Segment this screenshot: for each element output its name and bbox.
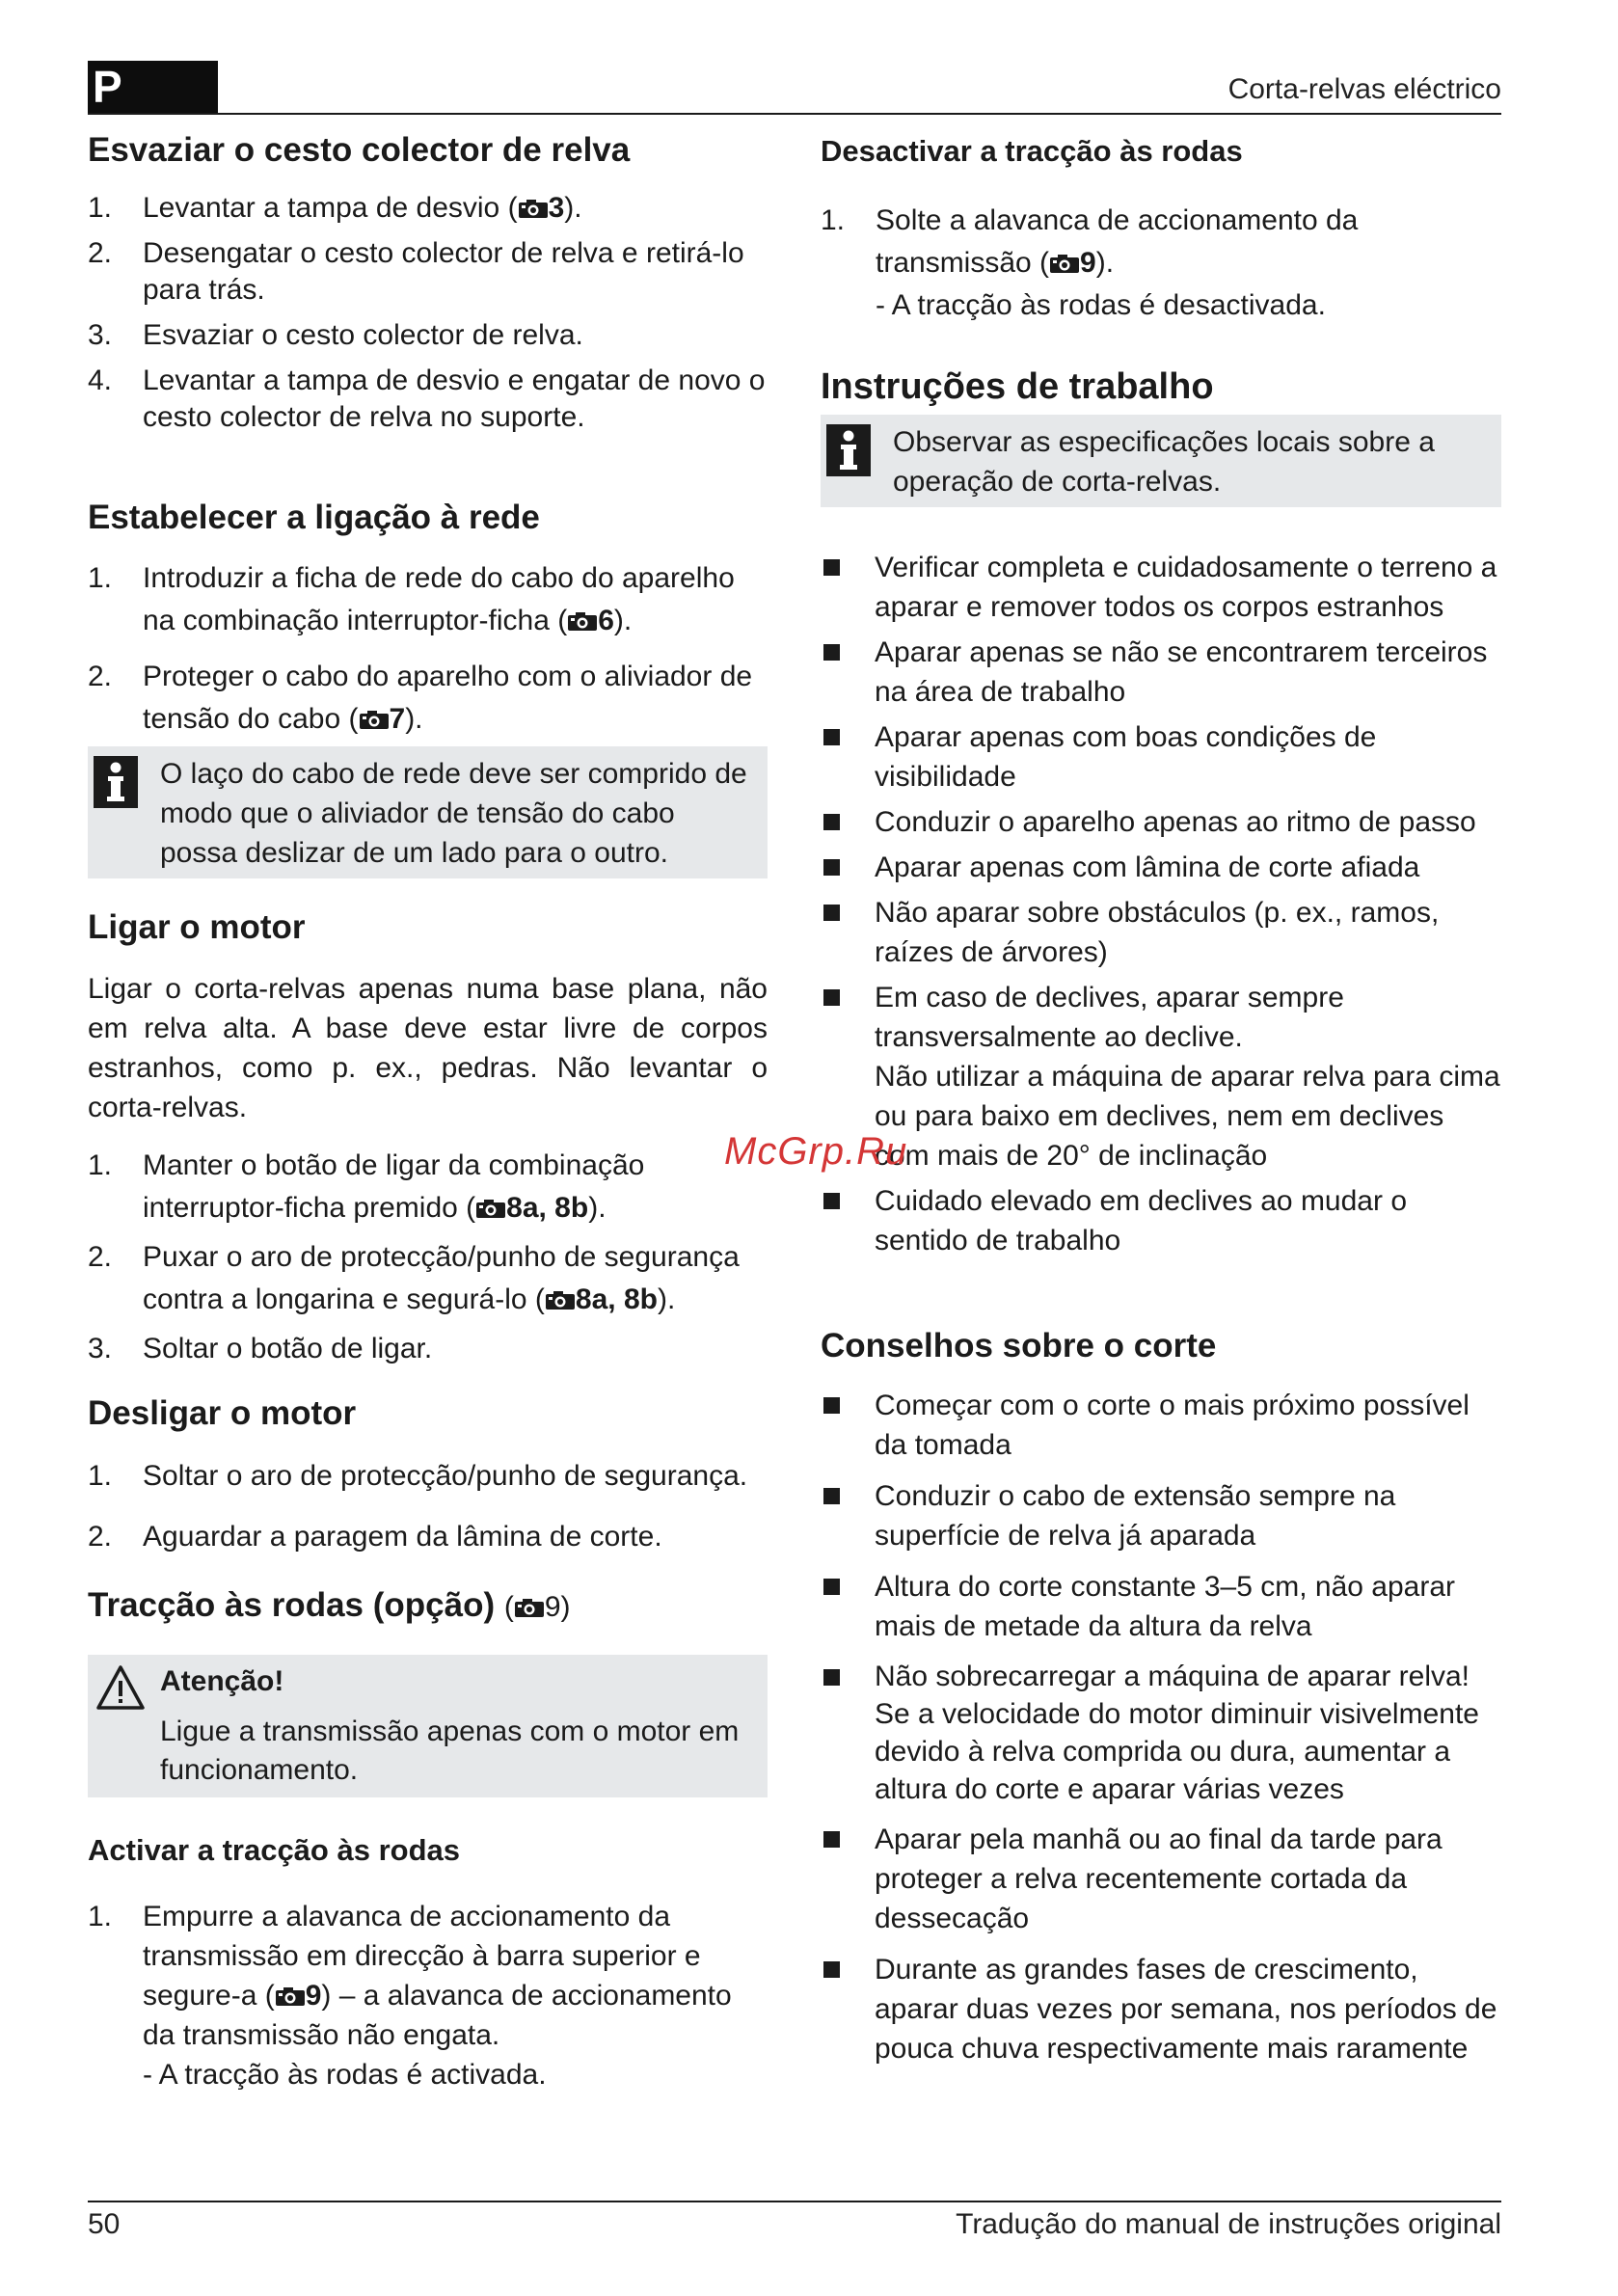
- list-item: 1. Empurre a alavanca de accionamento da transmissão em direcção à barra superior e segure-a ( 9) – a alavanca de accionamento da transmissão não engata. - A tracção às rodas é activada.: [88, 1900, 732, 2091]
- warning-title: Atenção!: [160, 1665, 284, 1697]
- result-text: - A tracção às rodas é activada.: [143, 2058, 547, 2091]
- section-heading-ligar-motor: Ligar o motor: [88, 908, 306, 946]
- list-item: Aparar apenas com boas condições de visibilidade: [821, 717, 1501, 797]
- list-item: 1. Soltar o aro de protecção/punho de segurança.: [88, 1460, 748, 1492]
- footer-text: Tradução do manual de instruções original: [956, 2208, 1501, 2240]
- left-column: [88, 130, 768, 2094]
- page-number: 50: [88, 2208, 121, 2240]
- list-item: Aparar apenas se não se encontrarem terceiros na área de trabalho: [821, 633, 1501, 712]
- paragraph: Ligar o corta-relvas apenas numa base plana, não em relva alta. A base deve estar livre de corpos estranhos, como p. ex., pedras. Não levantar o corta-relvas.: [88, 973, 768, 1123]
- list-item: 2. Desengatar o cesto colector de relva e retirá-lo para trás.: [88, 237, 744, 306]
- section-heading-instrucoes: Instruções de trabalho: [821, 365, 1214, 407]
- info-icon: [94, 756, 138, 808]
- list-item: Em caso de declives, aparar sempre transversalmente ao declive. Não utilizar a máquina de aparar relva para cima ou para baixo em declives, nem em declives com mais de 20° de inclinação: [821, 978, 1501, 1175]
- bullet-square: [823, 814, 840, 830]
- right-column: [821, 130, 1501, 2068]
- figure-ref-icon: [475, 1199, 506, 1219]
- list-item: Conduzir o aparelho apenas ao ritmo de passo: [821, 802, 1501, 842]
- bullet-square: [823, 729, 840, 745]
- list-item: Começar com o corte o mais próximo possível da tomada: [821, 1386, 1501, 1465]
- bullet-square: [823, 905, 840, 921]
- bullet-square: [823, 989, 840, 1006]
- list-item: 2. Aguardar a paragem da lâmina de corte.: [88, 1521, 662, 1553]
- info-box: [821, 415, 1501, 507]
- list-item: Aparar apenas com lâmina de corte afiada: [821, 848, 1501, 887]
- info-box: [88, 746, 768, 878]
- list-item: Cuidado elevado em declives ao mudar o sentido de trabalho: [821, 1181, 1501, 1260]
- figure-ref-icon: [514, 1598, 545, 1618]
- list-item: 1. Introduzir a ficha de rede do cabo do aparelho na combinação interruptor-ficha ( 6).: [88, 562, 735, 636]
- list-conselhos: [821, 1386, 1501, 2068]
- list-item: 2. Puxar o aro de protecção/punho de segurança contra a longarina e segurá-lo ( 8a, 8b).: [88, 1241, 740, 1315]
- header-rule: [88, 113, 1501, 115]
- list-esvaziar: [88, 190, 768, 436]
- info-text: O laço do cabo de rede deve ser comprido de modo que o aliviador de tensão do cabo possa deslizar de um lado para o outro.: [160, 758, 747, 869]
- section-heading-conselhos: Conselhos sobre o corte: [821, 1327, 1217, 1365]
- figure-ref-icon: [359, 710, 390, 730]
- list-item: 1. Levantar a tampa de desvio ( 3).: [88, 192, 582, 224]
- figure-ref-icon: [518, 199, 549, 219]
- info-icon: [826, 424, 871, 476]
- watermark: McGrp.Ru: [724, 1130, 908, 1173]
- warning-icon: [95, 1664, 146, 1711]
- list-item: Durante as grandes fases de crescimento, aparar duas vezes por semana, nos períodos de pouca chuva respectivamente mais raramente: [821, 1950, 1501, 2068]
- section-heading-ligacao-rede: Estabelecer a ligação à rede: [88, 499, 540, 536]
- list-item: Altura do corte constante 3–5 cm, não aparar mais de metade da altura da relva: [821, 1567, 1501, 1646]
- list-activar: [88, 1897, 768, 2094]
- bullet-square: [823, 1488, 840, 1504]
- list-item: 1. Solte a alavanca de accionamento da transmissão ( 9). - A tracção às rodas é desactivada.: [821, 203, 1359, 321]
- list-item: 1. Manter o botão de ligar da combinação interruptor-ficha premido ( 8a, 8b).: [88, 1149, 645, 1224]
- list-ligacao-rede: [88, 557, 768, 741]
- list-item: 3. Esvaziar o cesto colector de relva.: [88, 319, 583, 351]
- list-desactivar: [821, 200, 1501, 327]
- sub-heading-activar: Activar a tracção às rodas: [88, 1833, 460, 1867]
- bullet-square: [823, 1669, 840, 1686]
- warning-text: Ligue a transmissão apenas com o motor em funcionamento.: [160, 1715, 740, 1786]
- list-item: Conduzir o cabo de extensão sempre na superfície de relva já aparada: [821, 1476, 1501, 1555]
- bullet-square: [823, 1579, 840, 1595]
- header-title: Corta-relvas eléctrico: [1227, 73, 1501, 105]
- list-item: Não aparar sobre obstáculos (p. ex., ramos, raízes de árvores): [821, 893, 1501, 972]
- list-item: Aparar pela manhã ou ao final da tarde para proteger a relva recentemente cortada da dessecação: [821, 1820, 1501, 1938]
- list-item: Verificar completa e cuidadosamente o terreno a aparar e remover todos os corpos estranhos: [821, 548, 1501, 627]
- figure-ref-icon: [275, 1986, 306, 2007]
- figure-ref-icon: [545, 1290, 576, 1310]
- list-desligar-motor: [88, 1455, 768, 1558]
- section-heading-esvaziar: Esvaziar o cesto colector de relva: [88, 131, 631, 169]
- figure-ref-icon: [1049, 254, 1080, 274]
- bullet-square: [823, 559, 840, 576]
- list-item: 2. Proteger o cabo do aparelho com o aliviador de tensão do cabo ( 7).: [88, 661, 753, 735]
- section-heading-traccao: Tracção às rodas (opção) ( 9): [88, 1586, 571, 1624]
- bullet-square: [823, 644, 840, 661]
- bullet-square: [823, 859, 840, 876]
- list-item: 4. Levantar a tampa de desvio e engatar de novo o cesto colector de relva no suporte.: [88, 365, 766, 433]
- bullet-square: [823, 1397, 840, 1414]
- list-instrucoes: [821, 548, 1501, 1260]
- sub-heading-desactivar: Desactivar a tracção às rodas: [821, 134, 1243, 168]
- info-text: Observar as especificações locais sobre a operação de corta-relvas.: [893, 426, 1435, 499]
- result-text: - A tracção às rodas é desactivada.: [876, 288, 1326, 321]
- warning-box: [88, 1655, 768, 1797]
- bullet-square: [823, 1193, 840, 1209]
- list-item: 3. Soltar o botão de ligar.: [88, 1333, 433, 1364]
- bullet-square: [823, 1831, 840, 1848]
- list-ligar-motor: [88, 1145, 768, 1370]
- section-heading-desligar-motor: Desligar o motor: [88, 1394, 357, 1432]
- list-item: Não sobrecarregar a máquina de aparar relva! Se a velocidade do motor diminuir visivelmente devido à relva comprida ou dura, aumentar a altura do corte e aparar várias vezes: [821, 1658, 1501, 1808]
- figure-ref-icon: [567, 611, 598, 632]
- header-tab-letter: P: [93, 62, 122, 112]
- footer-rule: [88, 2201, 1501, 2202]
- bullet-square: [823, 1961, 840, 1978]
